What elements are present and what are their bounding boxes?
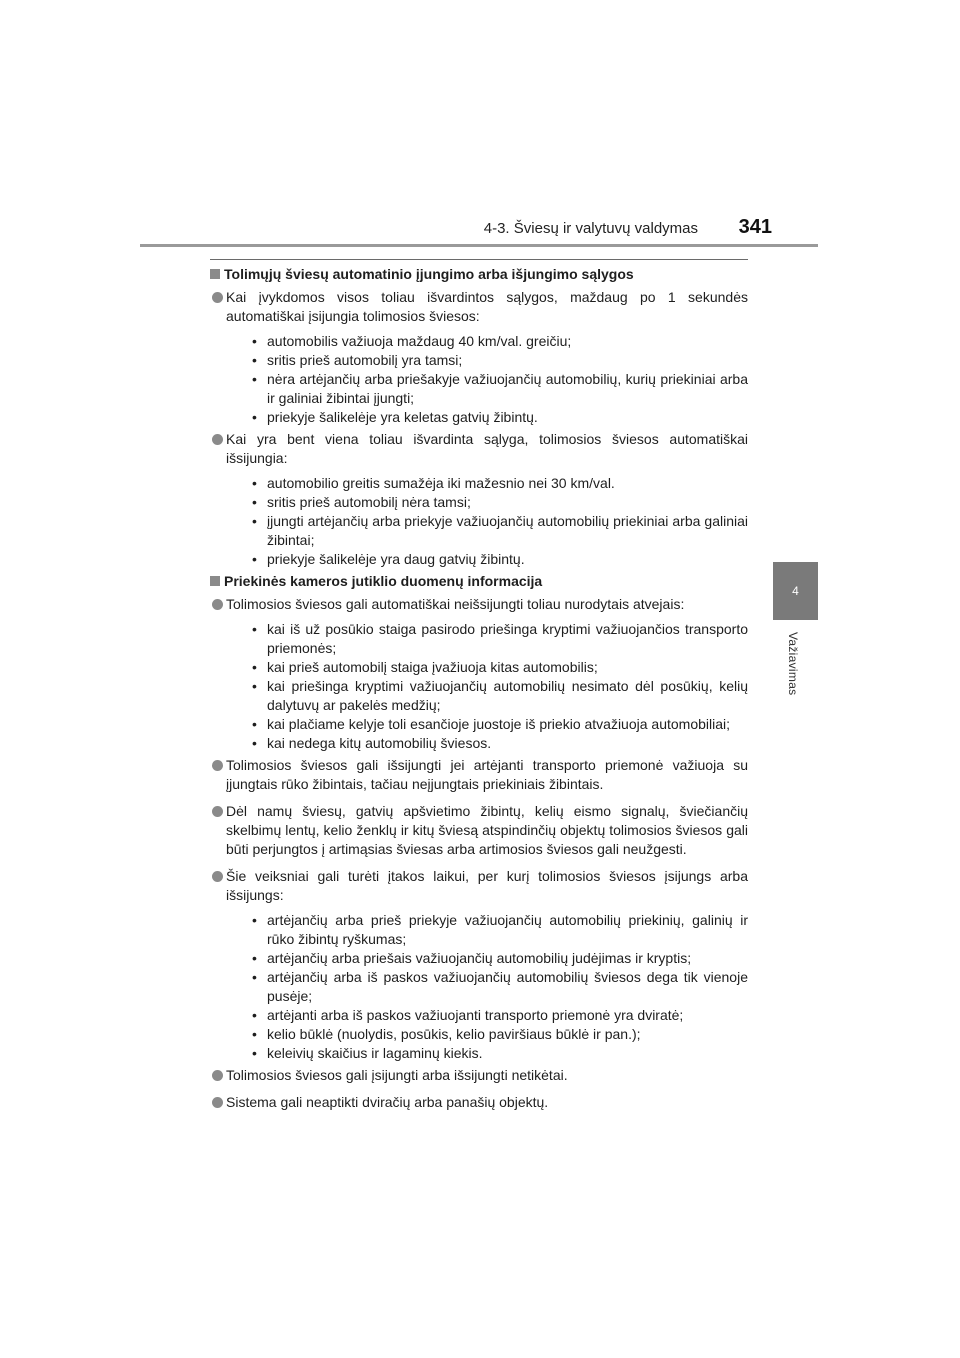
page-header: [140, 218, 818, 246]
dot-bullet-icon: •: [252, 621, 257, 637]
sub-list-item: [242, 351, 748, 370]
sub-list-item-text: automobilio greitis sumažėja iki mažesnio nei 30 km/val.: [267, 475, 615, 491]
sub-list-item-text: automobilis važiuoja maždaug 40 km/val. greičiu;: [267, 333, 572, 349]
dot-bullet-icon: •: [252, 1026, 257, 1042]
sub-list: [226, 620, 748, 753]
dot-bullet-icon: •: [252, 333, 257, 349]
sub-list-item: [242, 332, 748, 351]
chapter-tab: 4: [773, 562, 818, 620]
circle-bullet-icon: [212, 1070, 223, 1081]
sub-list-item-text: sritis prieš automobilį nėra tamsi;: [267, 494, 471, 510]
sub-list-item: [242, 1006, 748, 1025]
sub-list-item-text: kai priešinga kryptimi važiuojančių automobilių nesimato dėl posūkių, kelių dalytuvų ar pakelės medžių;: [267, 678, 748, 713]
dot-bullet-icon: •: [252, 716, 257, 732]
bullet-point: [210, 288, 748, 427]
bullet-text: Dėl namų šviesų, gatvių apšvietimo žibintų, kelių eismo signalų, šviečiančių skelbimų lentų, kelio ženklų ir kitų šviesą atspindinčių objektų tolimosios šviesos gali būti perjungtos į artimąsias šviesas arba artimosios šviesos gali neužgesti.: [226, 803, 748, 857]
dot-bullet-icon: •: [252, 678, 257, 694]
dot-bullet-icon: •: [252, 371, 257, 387]
dot-bullet-icon: •: [252, 513, 257, 529]
bullet-text: Tolimosios šviesos gali išsijungti jei artėjanti transporto priemonė važiuoja su įjungtais rūko žibintais, tačiau neįjungtais priekiniais žibintais.: [226, 757, 748, 792]
sub-list-item-text: kelio būklė (nuolydis, posūkis, kelio paviršiaus būklė ir pan.);: [267, 1026, 641, 1042]
sub-list-item: [242, 968, 748, 1006]
bullet-text: Sistema gali neaptikti dviračių arba panašių objektų.: [226, 1094, 549, 1110]
sub-list-item-text: kai plačiame kelyje toli esančioje juostoje iš priekio atvažiuoja automobiliai;: [267, 716, 731, 732]
bullet-point: [210, 802, 748, 859]
dot-bullet-icon: •: [252, 409, 257, 425]
sub-list-item-text: nėra artėjančių arba priešakyje važiuojančių automobilių, kurių priekiniai arba ir galiniai žibintai įjungti;: [267, 371, 748, 406]
bullet-text: Kai įvykdomos visos toliau išvardintos sąlygos, maždaug po 1 sekundės automatiškai įsijungia tolimosios šviesos:: [226, 289, 748, 324]
bullet-text: Kai yra bent viena toliau išvardinta sąlyga, tolimosios šviesos automatiškai išsijungia:: [226, 431, 748, 466]
dot-bullet-icon: •: [252, 352, 257, 368]
sub-list-item-text: keleivių skaičius ir lagaminų kiekis.: [267, 1045, 483, 1061]
sub-list: [226, 474, 748, 569]
circle-bullet-icon: [212, 292, 223, 303]
chapter-label: Važiavimas: [786, 632, 800, 696]
sub-list-item-text: artėjančių arba prieš priekyje važiuojančių automobilių priekinių, galinių ir rūko žibintų ryškumas;: [267, 912, 748, 947]
sub-list-item-text: artėjanti arba iš paskos važiuojanti transporto priemonė yra dviratė;: [267, 1007, 684, 1023]
circle-bullet-icon: [212, 871, 223, 882]
dot-bullet-icon: •: [252, 735, 257, 751]
sub-list-item: [242, 677, 748, 715]
bullet-point: [210, 867, 748, 1063]
square-bullet-icon: [210, 576, 220, 586]
sub-list-item: [242, 1044, 748, 1063]
sub-list-item: [242, 734, 748, 753]
bullet-text: Tolimosios šviesos gali įsijungti arba išsijungti netikėtai.: [226, 1067, 568, 1083]
bullet-point: [210, 1093, 748, 1112]
circle-bullet-icon: [212, 1097, 223, 1108]
section-heading-text: Priekinės kameros jutiklio duomenų informacija: [224, 573, 543, 589]
circle-bullet-icon: [212, 806, 223, 817]
sub-list-item-text: kai iš už posūkio staiga pasirodo priešinga kryptimi važiuojančios transporto priemonės;: [267, 621, 748, 656]
section-title: 4-3. Šviesų ir valytuvų valdymas: [483, 220, 698, 237]
sub-list-item: [242, 715, 748, 734]
sub-list-item-text: priekyje šalikelėje yra daug gatvių žibintų.: [267, 551, 525, 567]
sub-list-item: [242, 512, 748, 550]
content-divider: [210, 259, 748, 260]
circle-bullet-icon: [212, 760, 223, 771]
sub-list-item: [242, 1025, 748, 1044]
sub-list-item: [242, 493, 748, 512]
sub-list-item: [242, 620, 748, 658]
dot-bullet-icon: •: [252, 969, 257, 985]
bullet-point: [210, 1066, 748, 1085]
section-heading-text: Tolimųjų šviesų automatinio įjungimo arba išjungimo sąlygos: [224, 266, 634, 282]
sub-list-item: [242, 550, 748, 569]
dot-bullet-icon: •: [252, 659, 257, 675]
circle-bullet-icon: [212, 434, 223, 445]
header-divider: [140, 244, 818, 247]
bullet-text: Tolimosios šviesos gali automatiškai neišsijungti toliau nurodytais atvejais:: [226, 596, 685, 612]
sub-list-item-text: sritis prieš automobilį yra tamsi;: [267, 352, 463, 368]
circle-bullet-icon: [212, 599, 223, 610]
page-content: [210, 265, 748, 1120]
bullet-point: [210, 756, 748, 794]
sub-list-item: [242, 474, 748, 493]
sub-list: [226, 911, 748, 1063]
dot-bullet-icon: •: [252, 1045, 257, 1061]
dot-bullet-icon: •: [252, 551, 257, 567]
sub-list-item-text: kai nedega kitų automobilių šviesos.: [267, 735, 492, 751]
sub-list-item: [242, 408, 748, 427]
section-heading: [210, 265, 748, 284]
sub-list-item-text: kai prieš automobilį staiga įvažiuoja kitas automobilis;: [267, 659, 598, 675]
bullet-text: Šie veiksniai gali turėti įtakos laikui, per kurį tolimosios šviesos įsijungs arba išsijungs:: [226, 868, 748, 903]
sub-list-item: [242, 949, 748, 968]
sub-list-item: [242, 658, 748, 677]
bullet-point: [210, 430, 748, 569]
sub-list-item-text: artėjančių arba iš paskos važiuojančių automobilių šviesos dega tik vienoje pusėje;: [267, 969, 748, 1004]
page-number: 341: [738, 216, 772, 238]
sub-list-item: [242, 911, 748, 949]
section-heading: [210, 572, 748, 591]
sub-list-item-text: priekyje šalikelėje yra keletas gatvių žibintų.: [267, 409, 538, 425]
dot-bullet-icon: •: [252, 475, 257, 491]
sub-list-item-text: artėjančių arba priešais važiuojančių automobilių judėjimas ir kryptis;: [267, 950, 692, 966]
bullet-point: [210, 595, 748, 753]
sub-list-item: [242, 370, 748, 408]
sub-list-item-text: įjungti artėjančių arba priekyje važiuojančių automobilių priekiniai arba galiniai žibintai;: [267, 513, 748, 548]
sub-list: [226, 332, 748, 427]
dot-bullet-icon: •: [252, 912, 257, 928]
dot-bullet-icon: •: [252, 494, 257, 510]
dot-bullet-icon: •: [252, 950, 257, 966]
square-bullet-icon: [210, 269, 220, 279]
dot-bullet-icon: •: [252, 1007, 257, 1023]
